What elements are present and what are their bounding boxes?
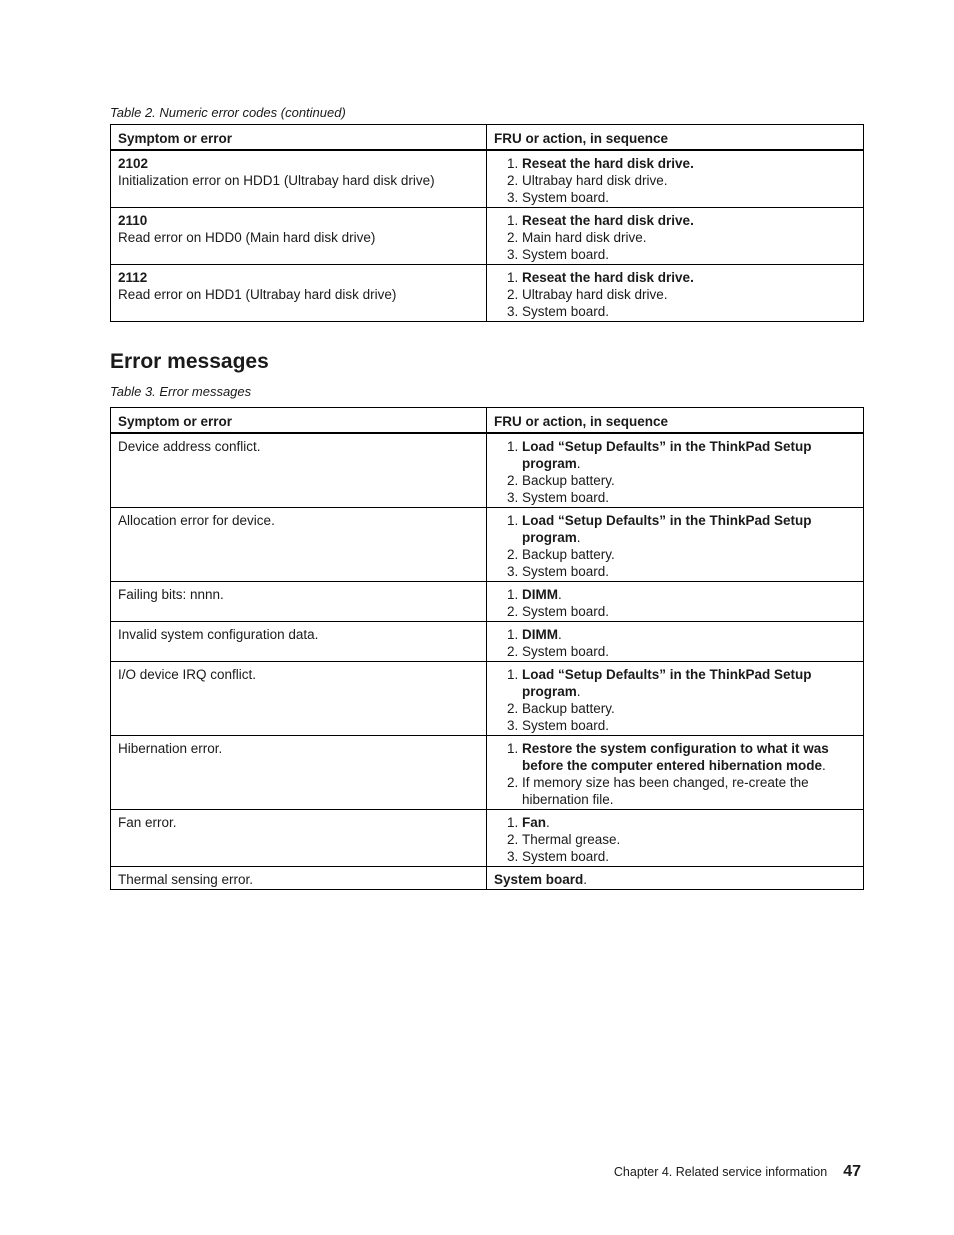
- table-header-row: [111, 125, 864, 151]
- action-step: [522, 740, 856, 774]
- page-number: 47: [843, 1163, 861, 1180]
- action-steps-list: [494, 212, 856, 263]
- action-step: [522, 172, 856, 189]
- section-heading: Error messages: [110, 350, 269, 373]
- symptom-cell: [111, 433, 487, 508]
- action-step-text: .: [576, 684, 581, 699]
- action-step-emphasis: Load “Setup Defaults” in the ThinkPad Setup program: [522, 439, 812, 471]
- symptom-cell: [111, 736, 487, 810]
- action-step-text: Thermal grease.: [522, 832, 621, 847]
- table-row: [111, 265, 864, 322]
- column-header-symptom: Symptom or error: [111, 125, 487, 151]
- action-step: [522, 512, 856, 546]
- action-step-text: If memory size has been changed, re-create the hibernation file.: [522, 775, 809, 807]
- action-step-text: Backup battery.: [522, 547, 615, 562]
- table-row: [111, 810, 864, 867]
- table-row: [111, 867, 864, 890]
- action-step: [522, 246, 856, 263]
- action-step-text: Ultrabay hard disk drive.: [522, 287, 668, 302]
- action-step: [522, 212, 856, 229]
- action-step-emphasis: DIMM: [522, 627, 558, 642]
- symptom-cell: [111, 508, 487, 582]
- action-emphasis: System board: [494, 872, 584, 887]
- action-cell: [487, 433, 864, 508]
- error-description: Device address conflict.: [118, 439, 261, 454]
- error-description: Initialization error on HDD1 (Ultrabay hard disk drive): [118, 173, 435, 188]
- action-step-text: System board.: [522, 490, 610, 505]
- action-text: .: [583, 872, 588, 887]
- action-cell: [487, 582, 864, 622]
- action-cell: [487, 208, 864, 265]
- table-row: [111, 208, 864, 265]
- action-step: [522, 831, 856, 848]
- action-step-emphasis: Restore the system configuration to what it was before the computer entered hibernation mode: [522, 741, 829, 773]
- action-steps-list: [494, 666, 856, 734]
- action-cell: [487, 265, 864, 322]
- error-description: Hibernation error.: [118, 741, 223, 756]
- action-step: [522, 189, 856, 206]
- action-step-text: .: [558, 627, 562, 642]
- action-steps-list: [494, 269, 856, 320]
- table-row: [111, 508, 864, 582]
- page-footer: [614, 1163, 861, 1181]
- action-step-text: Main hard disk drive.: [522, 230, 647, 245]
- table-row: [111, 582, 864, 622]
- error-description: Fan error.: [118, 815, 177, 830]
- action-step: [522, 229, 856, 246]
- error-messages-table: [110, 407, 864, 890]
- error-description: I/O device IRQ conflict.: [118, 667, 257, 682]
- table-row: [111, 622, 864, 662]
- action-cell: [487, 150, 864, 208]
- action-steps-list: [494, 586, 856, 620]
- action-step: [522, 700, 856, 717]
- action-step-text: Backup battery.: [522, 473, 615, 488]
- action-step-emphasis: Load “Setup Defaults” in the ThinkPad Setup program: [522, 667, 812, 699]
- action-step-emphasis: Reseat the hard disk drive.: [522, 270, 694, 285]
- table3-caption: Table 3. Error messages: [110, 384, 252, 399]
- error-description: Invalid system configuration data.: [118, 627, 319, 642]
- symptom-cell: [111, 208, 487, 265]
- action-steps-list: [494, 740, 856, 808]
- error-description: Thermal sensing error.: [118, 872, 254, 887]
- action-steps-list: [494, 438, 856, 506]
- error-code: 2102: [118, 156, 149, 171]
- symptom-cell: [111, 622, 487, 662]
- action-step: [522, 717, 856, 734]
- action-step: [522, 774, 856, 808]
- action-cell: [487, 810, 864, 867]
- column-header-fru: FRU or action, in sequence: [487, 408, 864, 434]
- action-step-text: System board.: [522, 564, 610, 579]
- action-cell: [487, 622, 864, 662]
- action-step-text: System board.: [522, 247, 610, 262]
- action-step-emphasis: Reseat the hard disk drive.: [522, 213, 694, 228]
- error-description: Read error on HDD1 (Ultrabay hard disk drive): [118, 287, 397, 302]
- action-step-text: .: [822, 758, 826, 773]
- action-step-emphasis: Load “Setup Defaults” in the ThinkPad Setup program: [522, 513, 812, 545]
- action-step-text: System board.: [522, 604, 610, 619]
- action-cell: [487, 508, 864, 582]
- table-header-row: [111, 408, 864, 434]
- action-step: [522, 489, 856, 506]
- action-step: [522, 814, 856, 831]
- action-step-text: .: [576, 456, 581, 471]
- action-step: [522, 586, 856, 603]
- action-step: [522, 643, 856, 660]
- error-description: Failing bits: nnnn.: [118, 587, 224, 602]
- action-step-text: System board.: [522, 190, 610, 205]
- table2-caption: Table 2. Numeric error codes (continued): [110, 105, 346, 120]
- action-step-text: System board.: [522, 718, 610, 733]
- symptom-cell: [111, 265, 487, 322]
- action-step: [522, 563, 856, 580]
- action-step: [522, 666, 856, 700]
- action-steps-list: [494, 814, 856, 865]
- action-step: [522, 472, 856, 489]
- action-step-text: .: [558, 587, 562, 602]
- symptom-cell: [111, 810, 487, 867]
- error-code: 2112: [118, 270, 148, 285]
- symptom-cell: [111, 662, 487, 736]
- action-step: [522, 438, 856, 472]
- action-step-text: System board.: [522, 304, 610, 319]
- table-row: [111, 150, 864, 208]
- action-step-emphasis: DIMM: [522, 587, 558, 602]
- footer-chapter: Chapter 4. Related service information: [613, 1165, 828, 1179]
- action-step-text: Backup battery.: [522, 701, 615, 716]
- symptom-cell: [111, 867, 487, 890]
- action-steps-list: [494, 512, 856, 580]
- action-cell: [487, 736, 864, 810]
- action-step: [522, 546, 856, 563]
- action-step-text: .: [576, 530, 581, 545]
- action-step-emphasis: Fan: [522, 815, 547, 830]
- action-step: [522, 626, 856, 643]
- symptom-cell: [111, 582, 487, 622]
- action-step: [522, 269, 856, 286]
- action-cell: [487, 662, 864, 736]
- action-step: [522, 848, 856, 865]
- action-steps-list: [494, 155, 856, 206]
- action-step: [522, 303, 856, 320]
- action-step-text: System board.: [522, 849, 610, 864]
- error-description: Read error on HDD0 (Main hard disk drive): [118, 230, 376, 245]
- action-step: [522, 286, 856, 303]
- error-description: Allocation error for device.: [118, 513, 275, 528]
- table-row: [111, 736, 864, 810]
- action-steps-list: [494, 626, 856, 660]
- action-step-text: System board.: [522, 644, 610, 659]
- column-header-symptom: Symptom or error: [111, 408, 487, 434]
- numeric-error-codes-table: [110, 124, 864, 322]
- action-step-text: Ultrabay hard disk drive.: [522, 173, 668, 188]
- column-header-fru: FRU or action, in sequence: [487, 125, 864, 151]
- table-row: [111, 433, 864, 508]
- action-step-emphasis: Reseat the hard disk drive.: [522, 156, 694, 171]
- symptom-cell: [111, 150, 487, 208]
- action-step-text: .: [546, 815, 550, 830]
- table-row: [111, 662, 864, 736]
- error-code: 2110: [118, 213, 148, 228]
- action-step: [522, 155, 856, 172]
- action-cell: [487, 867, 864, 890]
- action-step: [522, 603, 856, 620]
